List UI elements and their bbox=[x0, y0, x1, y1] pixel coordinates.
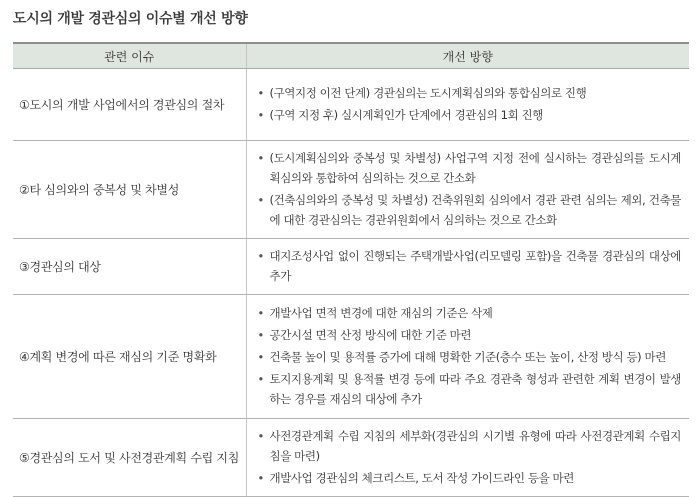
page-title: 도시의 개발 경관심의 이슈별 개선 방향 bbox=[13, 11, 248, 27]
direction-item: • 개발사업 경관심의 체크리스트, 도서 작성 가이드라인 등을 마련 bbox=[257, 468, 682, 488]
issues-table bbox=[13, 42, 689, 497]
direction-list bbox=[257, 246, 682, 286]
direction-item: • (도시계획심의와 중복성 및 차별성) 사업구역 지정 전에 실시하는 경관심의를 도시계획심의와 통합하여 심의하는 것으로 간소화 bbox=[257, 148, 682, 188]
direction-cell bbox=[246, 69, 689, 141]
direction-list bbox=[257, 426, 682, 488]
issue-cell: ③경관심의 대상 bbox=[13, 239, 246, 295]
direction-list bbox=[257, 303, 682, 409]
issue-cell: ①도시의 개발 사업에서의 경관심의 절차 bbox=[13, 69, 246, 141]
direction-item: • 건축물 높이 및 용적률 증가에 대해 명확한 기준(층수 또는 높이, 산정 방식 등) 마련 bbox=[257, 347, 682, 367]
direction-item: • 대지조성사업 없이 진행되는 주택개발사업(리모델링 포함)을 건축물 경관심의 대상에 추가 bbox=[257, 246, 682, 286]
direction-cell bbox=[246, 239, 689, 295]
table-row bbox=[13, 419, 689, 497]
table-row bbox=[13, 69, 689, 141]
direction-item: • (건축심의와의 중복성 및 차별성) 건축위원회 심의에서 경관 관련 심의는 제외, 건축물에 대한 경관심의는 경관위원회에서 심의하는 것으로 간소화 bbox=[257, 190, 682, 230]
issue-cell: ②타 심의와의 중복성 및 차별성 bbox=[13, 141, 246, 239]
direction-cell bbox=[246, 419, 689, 497]
direction-item: • (구역 지정 후) 실시계획인가 단계에서 경관심의 1회 진행 bbox=[257, 105, 682, 125]
table-header bbox=[13, 43, 689, 69]
direction-item: • (구역지정 이전 단계) 경관심의는 도시계획심의와 통합심의로 진행 bbox=[257, 83, 682, 103]
direction-cell bbox=[246, 141, 689, 239]
direction-list bbox=[257, 83, 682, 125]
table-row bbox=[13, 295, 689, 419]
header-issue: 관련 이슈 bbox=[13, 43, 246, 69]
header-direction: 개선 방향 bbox=[246, 43, 689, 69]
table-row bbox=[13, 239, 689, 295]
direction-item: • 토지지용계획 및 용적률 변경 등에 따라 주요 경관축 형성과 관련한 계획 변경이 발생하는 경우를 재심의 대상에 추가 bbox=[257, 369, 682, 409]
direction-list bbox=[257, 148, 682, 230]
direction-item: • 개발사업 면적 변경에 대한 재심의 기준은 삭제 bbox=[257, 303, 682, 323]
table-row bbox=[13, 141, 689, 239]
issue-cell: ⑤경관심의 도서 및 사전경관계획 수립 지침 bbox=[13, 419, 246, 497]
direction-item: • 사전경관계획 수립 지침의 세부화(경관심의 시기별 유형에 따라 사전경관계획 수립지침을 마련) bbox=[257, 426, 682, 466]
direction-item: • 공간시설 면적 산정 방식에 대한 기준 마련 bbox=[257, 325, 682, 345]
direction-cell bbox=[246, 295, 689, 419]
issue-cell: ④계획 변경에 따른 재심의 기준 명확화 bbox=[13, 295, 246, 419]
